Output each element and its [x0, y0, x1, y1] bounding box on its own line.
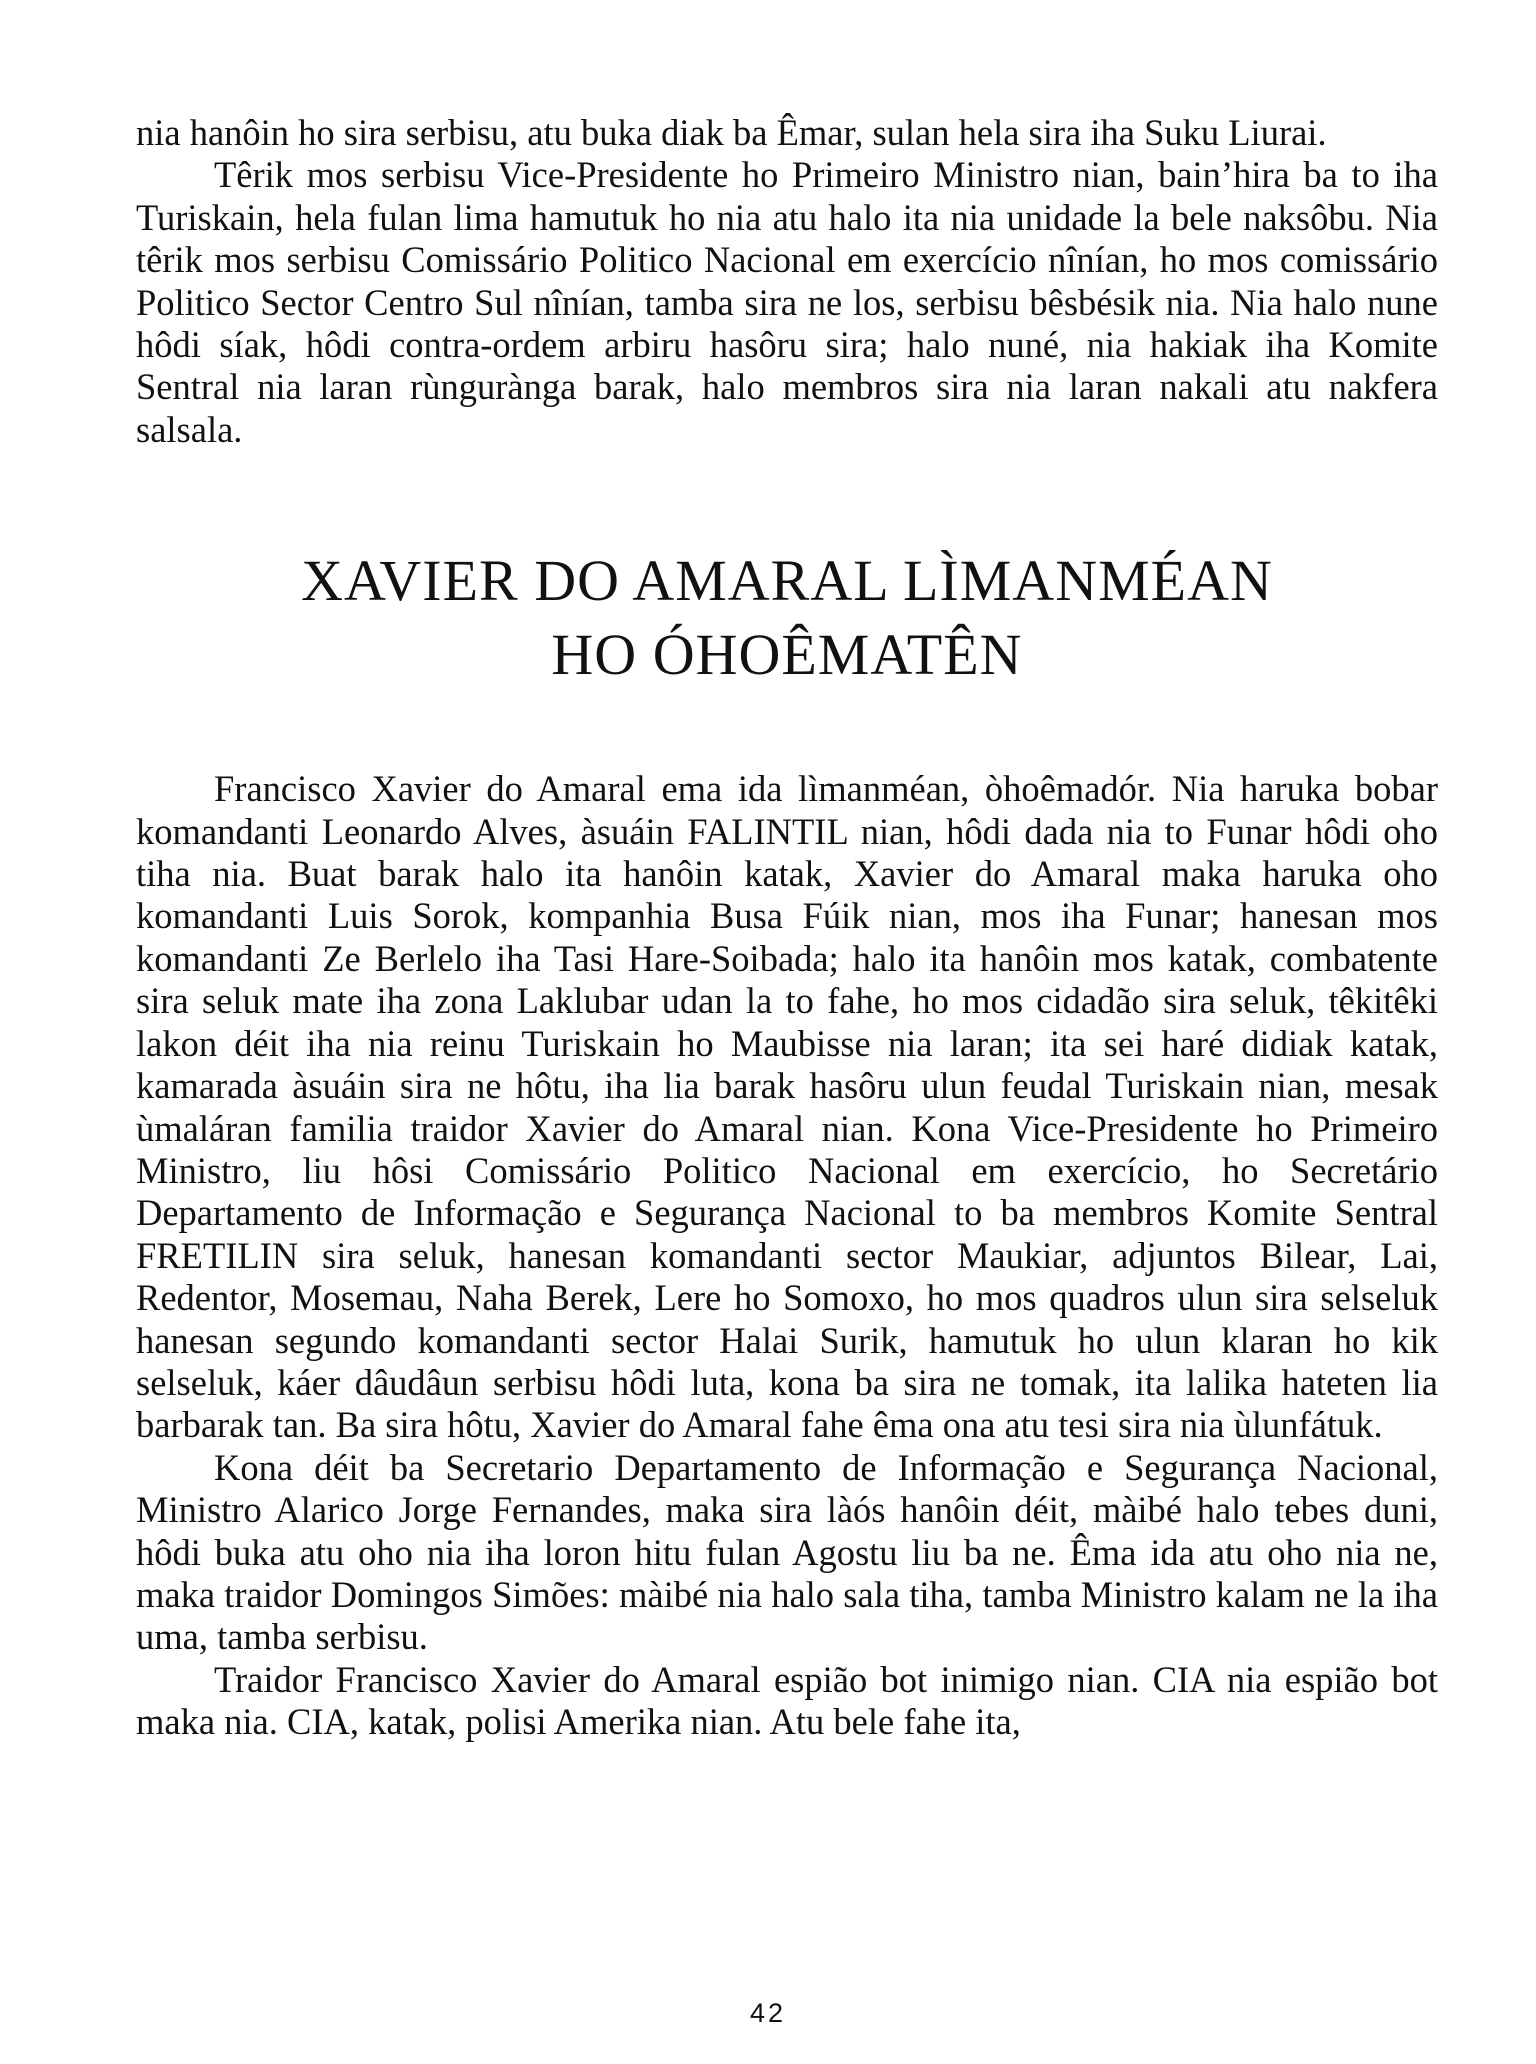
section-heading [136, 544, 1438, 692]
page-number: 42 [749, 1998, 787, 2028]
paragraph: nia hanôin ho sira serbisu, atu buka diak ba Êmar, sulan hela sira iha Suku Liurai. [136, 112, 1327, 153]
page-body [136, 112, 1438, 1744]
section-heading-line-2: HO ÓHOÊMATÊN [551, 622, 1023, 688]
section-heading-line-1: XAVIER DO AMARAL LÌMANMÉAN [301, 548, 1273, 614]
paragraph: Francisco Xavier do Amaral ema ida lìmanméan, òhoêmadór. Nia haruka bobar komandanti Leonardo Alves, àsuáin FALINTIL nian, hôdi dada nia to Funar hôdi oho tiha nia. Buat barak halo ita hanôin katak, Xavier do Amaral maka haruka oho komandanti Luis Sorok, kompanhia Busa Fúik nian, mos iha Funar; hanesan mos komandanti Ze Berlelo iha Tasi Hare-Soibada; halo ita hanôin mos katak, combatente sira seluk mate iha zona Laklubar udan la to fahe, ho mos cidadão sira seluk, têkitêki lakon déit iha nia reinu Turiskain ho Maubisse nia laran; ita sei haré didiak katak, kamarada àsuáin sira ne hôtu, iha lia barak hasôru ulun feudal Turiskain nian, mesak ùmaláran familia traidor Xavier do Amaral nian. Kona Vice-Presidente ho Primeiro Ministro, liu hôsi Comissário Politico Nacional em exercício, ho Secretário Departamento de Informação e Segurança Nacional to ba membros Komite Sentral FRETILIN sira seluk, hanesan komandanti sector Maukiar, adjuntos Bilear, Lai, Redentor, Mosemau, Naha Berek, Lere ho Somoxo, ho mos quadros ulun sira selseluk hanesan segundo komandanti sector Halai Surik, hamutuk ho ulun klaran ho kik selseluk, káer dâudâun serbisu hôdi luta, kona ba sira ne tomak, ita lalika hateten lia barbarak tan. Ba sira hôtu, Xavier do Amaral fahe êma ona atu tesi sira nia ùlunfátuk. [136, 768, 1438, 1446]
paragraph: Traidor Francisco Xavier do Amaral espião bot inimigo nian. CIA nia espião bot maka nia. CIA, katak, polisi Amerika nian. Atu bele fahe ita, [136, 1658, 1438, 1743]
paragraph: Kona déit ba Secretario Departamento de Informação e Segurança Nacional, Ministro Alarico Jorge Fernandes, maka sira làós hanôin déit, màibé halo tebes duni, hôdi buka atu oho nia iha loron hitu fulan Agostu liu ba ne. Êma ida atu oho nia ne, maka traidor Domingos Simões: màibé nia halo sala tiha, tamba Ministro kalam ne la iha uma, tamba serbisu. [136, 1446, 1438, 1658]
paragraph: Têrik mos serbisu Vice-Presidente ho Primeiro Ministro nian, bain’hira ba to iha Turiskain, hela fulan lima hamutuk ho nia atu halo ita nia unidade la bele naksôbu. Nia têrik mos serbisu Comissário Politico Nacional em exercício nînían, ho mos comissário Politico Sector Centro Sul nînían, tamba sira ne los, serbisu bêsbésik nia. Nia halo nune hôdi síak, hôdi contra-ordem arbiru hasôru sira; halo nuné, nia hakiak iha Komite Sentral nia laran rùngurànga barak, halo membros sira nia laran nakali atu nakfera salsala. [136, 154, 1438, 450]
